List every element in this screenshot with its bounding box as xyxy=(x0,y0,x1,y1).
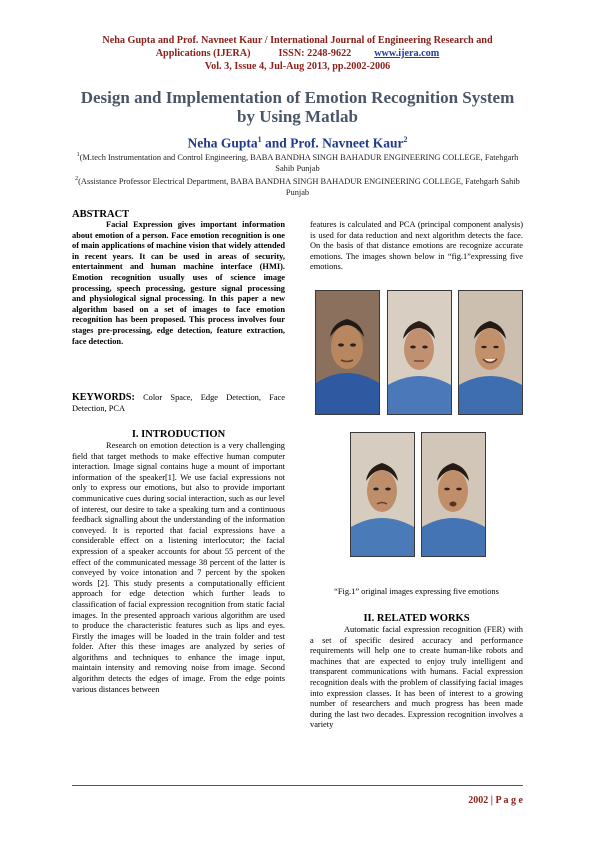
introduction-text: Research on emotion detection is a very challenging field that target methods to make effective human computer interaction. Image signal contains huge a mount of important information of the speaker[1]. We use facial expressions not only to express our emotions, but also to provide important communicative cues during social interaction, such as our level of interest, our desire to take a speaking turn and a continuous feedback signalling about the understanding of the information conveyed. It is reported that facial expressions have a considerable effect on a listening interlocutor; the facial expression of a speaker accounts for about 55 percent of the effect of the communicated message 38 percent of the latter is conveyed by voice intonation and 7 percent by the spoken words [2]. This study presents a computationally efficient approach for edge detection which further leads to classification of facial expression recognition from static facial images. In the presented approach various algorithm are used to produce the characteristic features such as lips and eyes. Firstly the images will be loaded in the train folder and test folder. After this these images are analyzed by series of algorithms and techniques to enhance the image input, maintain intensity and removing noise from image. Second algorithm detects the edges of image. From the edge points various distances between xyxy=(72,441,285,694)
abstract-text: Facial Expression gives important information about emotion of a person. Face emotion recognition is one of main applications of machine vision that widely attended in recent years. It can be used in areas of security, entertainment and human machine interface (HMI). Emotion recognition usually uses of science image processing, speech processing, gesture signal processing and physiological signal processing. In this paper a new algorithm based on a set of images to face emotion recognition has been proposed. This process involves four stages pre-processing, edge detection, feature extraction, face detection. xyxy=(72,220,285,346)
affiliation-2-sup: 2 xyxy=(75,176,79,182)
related-works-text: Automatic facial expression recognition (FER) with a set of specific desired accuracy and performance requirements will help one to create human-like robots and machines that are expected to enjoy truly intelligent and transparent communications with humans. Facial expression recognition deals with the problem of classifying facial images into expression classes. It has been of interest to a growing number of researchers and much progress has been made during the last two decades. Expression recognition involves a variety xyxy=(310,625,523,730)
related-works-body xyxy=(310,625,523,731)
header-url-link[interactable]: www.ijera.com xyxy=(374,48,440,59)
author-1: Neha Gupta xyxy=(187,135,258,151)
paper-title: Design and Implementation of Emotion Recognition System by Using Matlab xyxy=(80,88,515,126)
footer-rule xyxy=(72,785,523,786)
author-1-sup: 1 xyxy=(257,135,262,144)
header-line-3: Vol. 3, Issue 4, Jul-Aug 2013, pp.2002-2006 xyxy=(204,61,391,72)
face-photo-1 xyxy=(315,290,380,415)
header-line-1: Neha Gupta and Prof. Navneet Kaur / International Journal of Engineering Research and xyxy=(102,35,493,46)
face-photo-2 xyxy=(387,290,452,415)
affiliation-2-text: (Assistance Professor Electrical Department, BABA BANDHA SINGH BAHADUR ENGINEERING COLLEGE, Fatehgarh Sahib Punjab xyxy=(78,176,520,197)
introduction-body xyxy=(72,441,285,695)
face-photo-3 xyxy=(458,290,523,415)
keywords xyxy=(72,393,285,414)
face-photo-5 xyxy=(421,432,486,557)
header-issn: ISSN: 2248-9622 xyxy=(278,48,352,59)
affiliation-1 xyxy=(75,150,520,174)
journal-header xyxy=(40,34,555,73)
header-line-2 xyxy=(40,47,555,60)
affiliation-1-text: (M.tech Instrumentation and Control Engineering, BABA BANDHA SINGH BAHADUR ENGINEERING COLLEGE, Fatehgarh Sahib Punjab xyxy=(79,152,519,173)
author-2-sup: 2 xyxy=(403,135,408,144)
section-introduction-heading: I. INTRODUCTION xyxy=(131,429,226,440)
abstract-heading: ABSTRACT xyxy=(72,209,130,220)
keywords-text: Color Space, Edge Detection, Face Detection, PCA xyxy=(72,393,285,413)
author-2: and Prof. Navneet Kaur xyxy=(261,135,404,151)
header-journal-abbrev: Applications (IJERA) xyxy=(155,48,251,59)
right-column-intro-continued: features is calculated and PCA (principal component analysis) is used for data reduction and next algorithm detects the face. On the basis of that distance emotions are recognize accurate emotions. The images shown below in “fig.1”expressing five emotions. xyxy=(310,220,523,272)
section-related-works-heading: II. RELATED WORKS xyxy=(363,613,470,624)
abstract-body xyxy=(72,220,285,347)
affiliation-1-sup: 1 xyxy=(76,152,80,158)
page-number: 2002 | P a g e xyxy=(468,795,523,806)
face-photo-4 xyxy=(350,432,415,557)
keywords-label: KEYWORDS: xyxy=(72,392,135,403)
figure-1-caption: “Fig.1” original images expressing five emotions xyxy=(334,587,499,596)
affiliation-2 xyxy=(75,174,520,198)
